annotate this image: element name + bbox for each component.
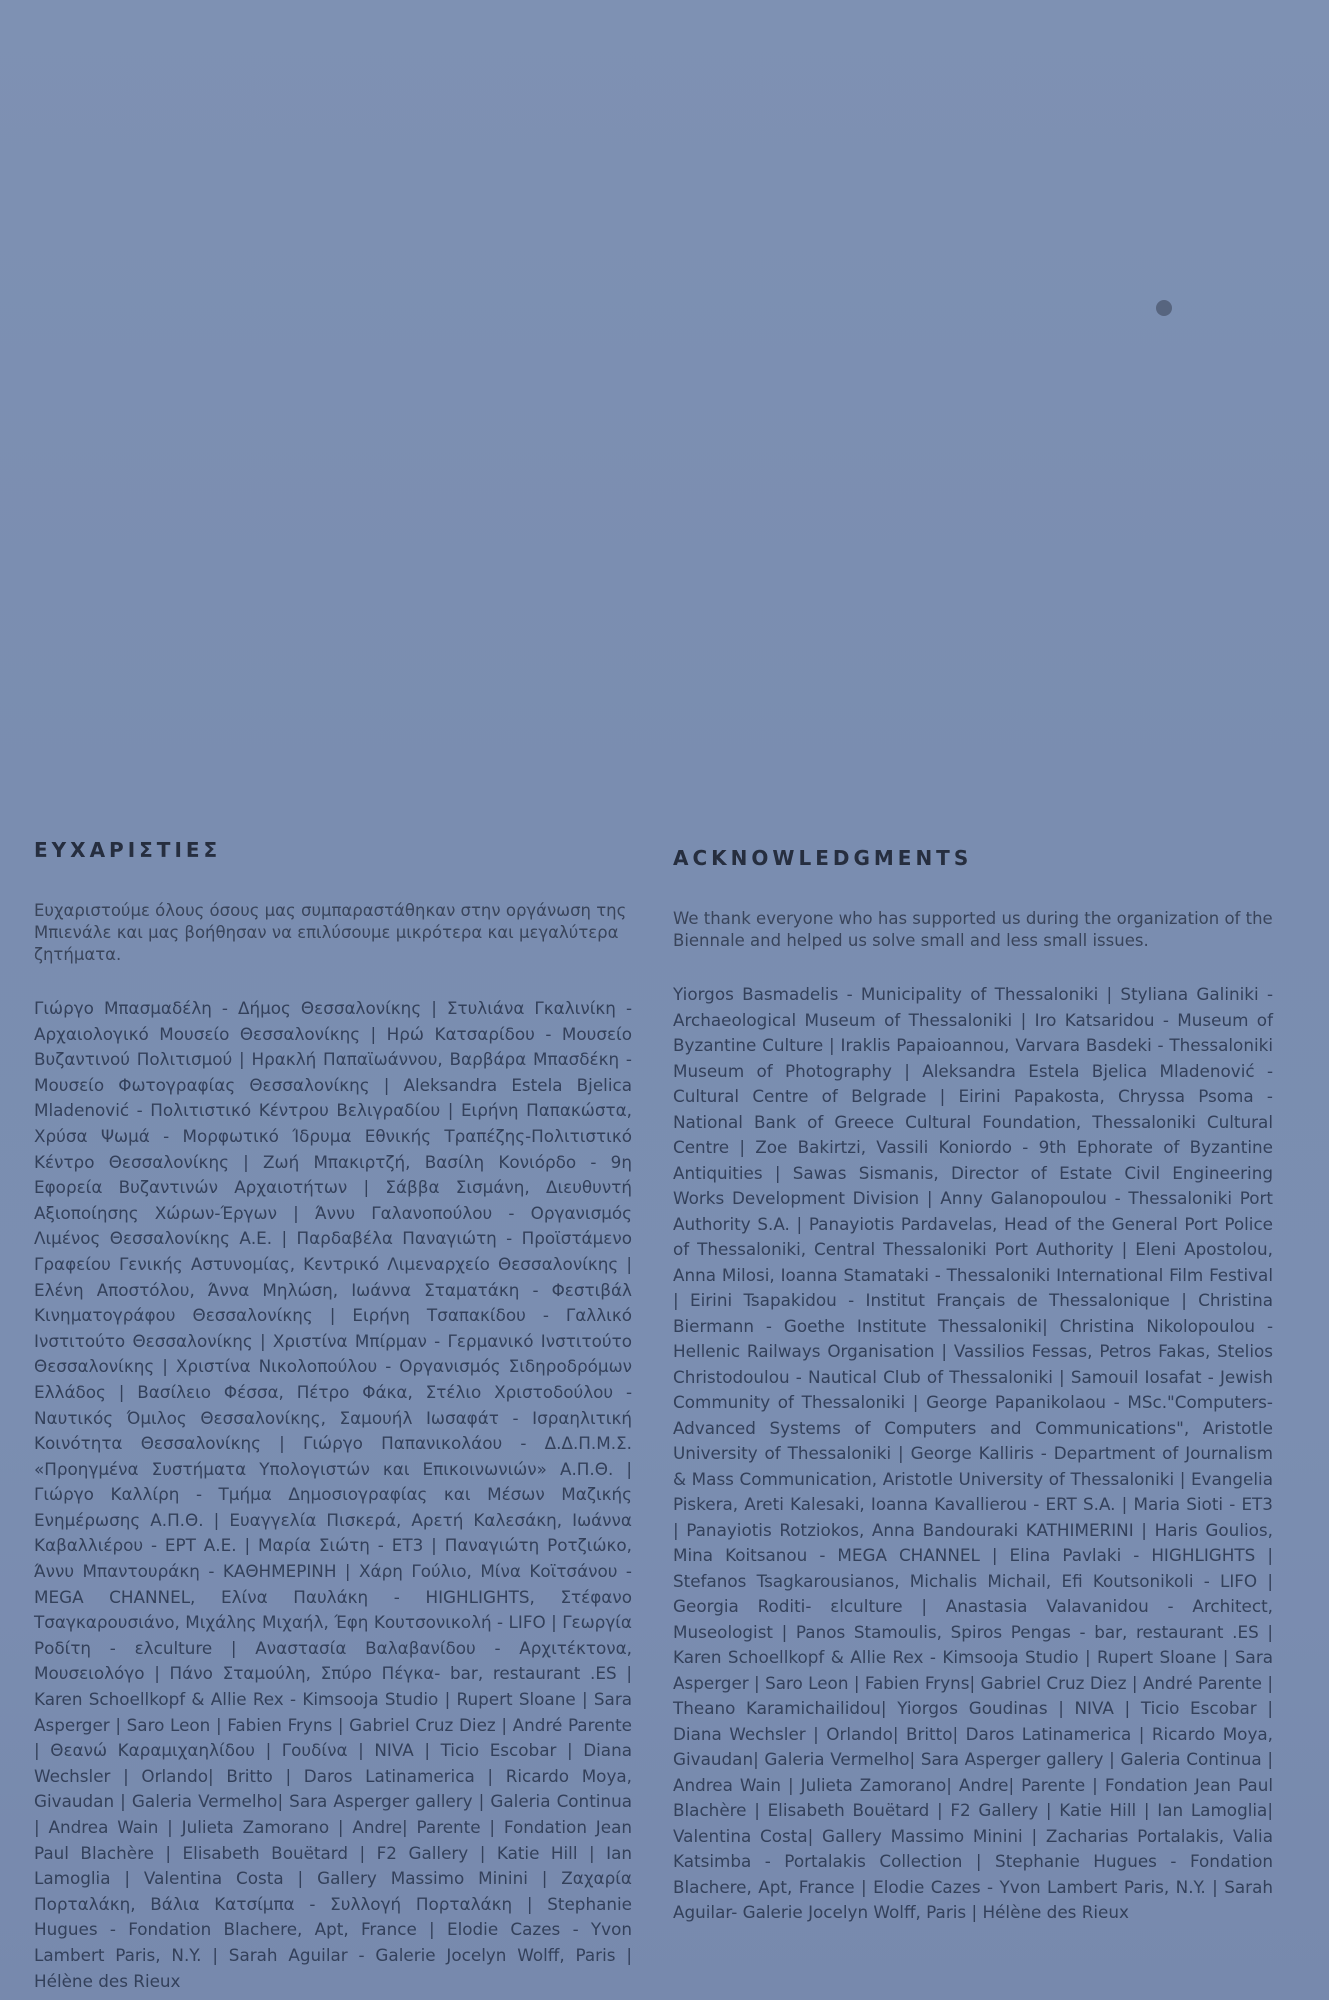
greek-heading: ΕΥΧΑΡΙΣΤΙΕΣ bbox=[34, 838, 222, 862]
english-heading: ACKNOWLEDGMENTS bbox=[673, 846, 973, 870]
english-body: Yiorgos Basmadelis - Municipality of Thessaloniki | Styliana Galiniki - Archaeological Museum of Thessaloniki | Iro Katsaridou - Museum of Byzantine Culture | Iraklis Papaioannou, Varvara Basdeki - Thessaloniki Museum of Photography | Aleksandra Estela Bjelica Mladenović - Cultural Centre of Belgrade | Eirini Papakosta, Chryssa Psoma - National Bank of Greece Cultural Foundation, Thessaloniki Cultural Centre | Zoe Bakirtzi, Vassili Koniordo - 9th Ephorate of Byzantine Antiquities | Sawas Sismanis, Director of Estate Civil Engineering Works Development Division | Anny Galanopoulou - Thessaloniki Port Authority S.A. | Panayiotis Pardavelas, Head of the General Port Police of Thessaloniki, Central Thessaloniki Port Authority | Eleni Apostolou, Anna Milosi, Ioanna Stamataki - Thessaloniki International Film Festival | Eirini Tsapakidou - Institut Français de Thessalonique | Christina Biermann - Goethe Institute Thessaloniki| Christina Nikolopoulou - Hellenic Railways Organisation | Vassilios Fessas, Petros Fakas, Stelios Christodoulou - Nautical Club of Thessaloniki | Samouil Iosafat - Jewish Community of Thessaloniki | George Papanikolaou - MSc."Computers-Advanced Systems of Computers and Communications", Aristotle University of Thessaloniki | George Kalliris - Department of Journalism & Mass Communication, Aristotle University of Thessaloniki | Evangelia Piskera, Areti Kalesaki, Ioanna Kavallierou - ERT S.A. | Maria Sioti - ET3 | Panayiotis Rotziokos, Anna Bandouraki KATHIMERINI | Haris Goulios, Mina Koitsanou - MEGA CHANNEL | Elina Pavlaki - HIGHLIGHTS | Stefanos Tsagkarousianos, Michalis Michail, Efi Koutsonikoli - LIFO | Georgia Roditi- εlculture | Anastasia Valavanidou - Architect, Museologist | Panos Stamoulis, Spiros Pengas - bar, restaurant .ES | Karen Schoellkopf & Allie Rex - Kimsooja Studio | Rupert Sloane | Sara Asperger | Saro Leon | Fabien Fryns| Gabriel Cruz Diez | André Parente | Theano Karamichailidou| Yiorgos Goudinas | NIVA | Ticio Escobar | Diana Wechsler | Orlando| Britto| Daros Latinamerica | Ricardo Moya, Givaudan| Galeria Vermelho| Sara Asperger gallery | Galeria Continua | Andrea Wain | Julieta Zamorano| Andre| Parente | Fondation Jean Paul Blachère | Elisabeth Bouëtard | F2 Gallery | Katie Hill | Ian Lamoglia| Valentina Costa| Gallery Massimo Minini | Zacharias Portalakis, Valia Katsimba - Portalakis Collection | Stephanie Hugues - Fondation Blachere, Apt, France | Elodie Cazes - Yvon Lambert Paris, N.Y. | Sarah Aguilar- Galerie Jocelyn Wolff, Paris | Hélène des Rieux bbox=[673, 984, 1273, 1922]
english-acknowledgments-column bbox=[673, 844, 1273, 1926]
greek-intro: Ευχαριστούμε όλους όσους μας συμπαραστάθηκαν στην οργάνωση της Μπιενάλε και μας βοήθησαν να επιλύσουμε μικρότερα και μεγαλύτερα ζητήματα. bbox=[34, 901, 627, 964]
greek-acknowledgments-column bbox=[34, 836, 632, 1994]
dust-speck bbox=[1156, 300, 1172, 316]
english-intro: We thank everyone who has supported us during the organization of the Biennale and helped us solve small and less small issues. bbox=[673, 909, 1273, 950]
greek-body: Γιώργο Μπασμαδέλη - Δήμος Θεσσαλονίκης | Στυλιάνα Γκαλινίκη - Αρχαιολογικό Μουσείο Θεσσαλονίκης | Ηρώ Κατσαρίδου - Μουσείο Βυζαντινού Πολιτισμού | Ηρακλή Παπαϊωάννου, Βαρβάρα Μπασδέκη - Μουσείο Φωτογραφίας Θεσσαλονίκης | Aleksandra Estela Bjelica Mladenović - Πολιτιστικό Κέντρου Βελιγραδίου | Ειρήνη Παπακώστα, Χρύσα Ψωμά - Μορφωτικό Ίδρυμα Εθνικής Τραπέζης-Πολιτιστικό Κέντρο Θεσσαλονίκης | Ζωή Μπακιρτζή, Βασίλη Κονιόρδο - 9η Εφορεία Βυζαντινών Αρχαιοτήτων | Σάββα Σισμάνη, Διευθυντή Αξιοποίησης Χώρων-Έργων | Άννυ Γαλανοπούλου - Οργανισμός Λιμένος Θεσσαλονίκης Α.Ε. | Παρδαβέλα Παναγιώτη - Προϊστάμενο Γραφείου Γενικής Αστυνομίας, Κεντρικό Λιμεναρχείο Θεσσαλονίκης | Ελένη Αποστόλου, Άννα Μηλώση, Ιωάννα Σταματάκη - Φεστιβάλ Κινηματογράφου Θεσσαλονίκης | Ειρήνη Τσαπακίδου - Γαλλικό Ινστιτούτο Θεσσαλονίκης | Χριστίνα Μπίρμαν - Γερμανικό Ινστιτούτο Θεσσαλονίκης | Χριστίνα Νικολοπούλου - Οργανισμός Σιδηροδρόμων Ελλάδος | Βασίλειο Φέσσα, Πέτρο Φάκα, Στέλιο Χριστοδούλου - Ναυτικός Όμιλος Θεσσαλονίκης, Σαμουήλ Ιωσαφάτ - Ισραηλιτική Κοινότητα Θεσσαλονίκης | Γιώργο Παπανικολάου - Δ.Δ.Π.Μ.Σ. «Προηγμένα Συστήματα Υπολογιστών και Επικοινωνιών» Α.Π.Θ. | Γιώργο Καλλίρη - Τμήμα Δημοσιογραφίας και Μέσων Μαζικής Ενημέρωσης Α.Π.Θ. | Ευαγγελία Πισκερά, Αρετή Καλεσάκη, Ιωάννα Καβαλλιέρου - ΕΡΤ Α.Ε. | Μαρία Σιώτη - ΕΤ3 | Παναγιώτη Ροτζιώκο, Άννυ Μπαντουράκη - ΚΑΘΗΜΕΡΙΝΗ | Χάρη Γούλιο, Μίνα Κοϊτσάνου - MEGA CHANNEL, Ελίνα Παυλάκη - HIGHLIGHTS, Στέφανο Τσαγκαρουσιάνο, Μιχάλης Μιχαήλ, Έφη Κουτσονικολή - LIFO | Γεωργία Ροδίτη - ελculture | Αναστασία Βαλαβανίδου - Αρχιτέκτονα, Μουσειολόγο | Πάνο Σταμούλη, Σπύρο Πέγκα- bar, restaurant .ES | Karen Schoellkopf & Allie Rex - Kimsooja Studio | Rupert Sloane | Sara Asperger | Saro Leon | Fabien Fryns | Gabriel Cruz Diez | André Parente | Θεανώ Καραμιχαηλίδου | Γουδίνα | NIVA | Ticio Escobar | Diana Wechsler | Orlandо| Britto | Daros Latinamerica | Ricardo Moya, Givaudan | Galeria Vermelho| Sara Asperger gallery | Galeria Continua | Andrea Wain | Julieta Zamorano | Andre| Parente | Fondation Jean Paul Blachère | Elisabeth Bouëtard | F2 Gallery | Katie Hill | Ian Lamoglia | Valentina Costa | Gallery Massimo Minini | Ζαχαρία Πορταλάκη, Βάλια Κατσίμπα - Συλλογή Πορταλάκη | Stephanie Hugues - Fondation Blachere, Apt, France | Elodie Cazes - Yvon Lambert Paris, N.Y. | Sarah Aguilar - Galerie Jocelyn Wolff, Paris | Hélène des Rieux bbox=[34, 998, 632, 1991]
